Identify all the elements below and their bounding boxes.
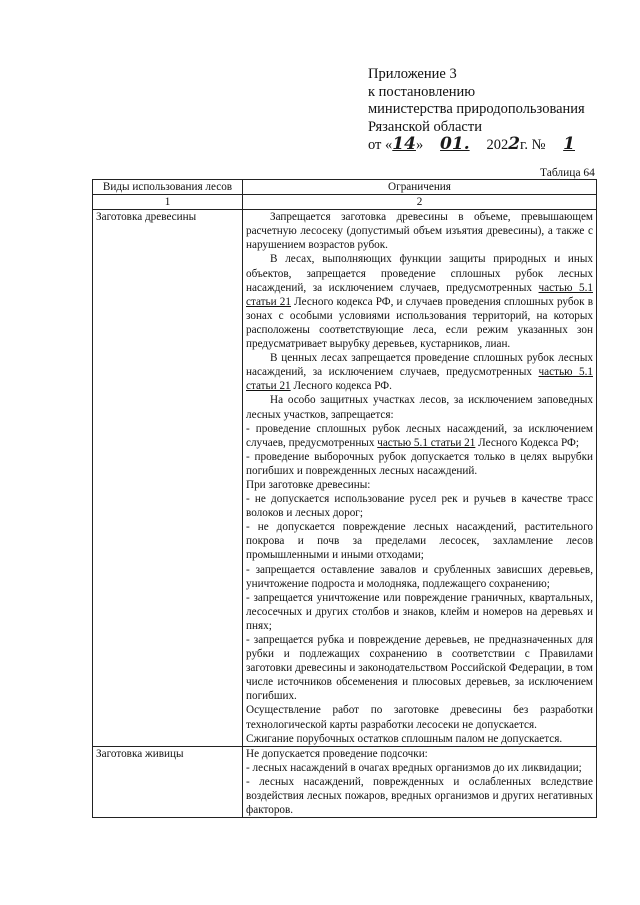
paragraph: Осуществление работ по заготовке древесины без разработки технологической карты разработки лесосеки не допускается. (246, 704, 593, 731)
restrictions-table (92, 179, 597, 818)
paragraph: - запрещается оставление завалов и срубленных зависших деревьев, уничтожение подроста и молодняка, подлежащего сохранению; (246, 563, 593, 590)
law-reference-link[interactable]: частью 5.1 статьи 21 (246, 366, 593, 393)
paragraph-text: Лесного Кодекса РФ; (478, 436, 579, 449)
table-row (93, 210, 597, 747)
column-number-1: 1 (93, 195, 243, 210)
restrictions-cell (243, 210, 597, 747)
paragraph: При заготовке древесины: (246, 478, 371, 491)
paragraph-text: В лесах, выполняющих функции защиты природных и иных объектов, запрещается проведение сплошных рубок лесных насаждений, за исключением случаев, предусмотренных (246, 253, 593, 294)
paragraph: - проведение выборочных рубок допускается только в целях вырубки погибших и поврежденных лесных насаждений. (246, 450, 593, 477)
paragraph-text: Лесного кодекса РФ. (293, 380, 392, 393)
table-header-row (93, 180, 597, 195)
date-year-prefix: 202 (486, 137, 509, 153)
paragraph: - не допускается использование русел рек и ручьев в качестве трасс волоков и лесных дорог; (246, 493, 593, 520)
header-line-ministry: министерства природопользования (368, 101, 585, 117)
law-reference-link[interactable]: частью 5.1 статьи 21 (246, 281, 593, 308)
paragraph (246, 422, 593, 450)
date-prefix: от « (368, 137, 393, 153)
paragraph-text: Лесного кодекса РФ, и случаев проведения сплошных рубок в зонах с особыми условиями использования территорий, на которых расположены соответствующие леса, если режим указанных зон предусматривает вырубку деревьев, кустарников, лиан. (246, 295, 593, 351)
column-header-restrictions: Ограничения (243, 180, 597, 195)
paragraph: - запрещается рубка и повреждение деревьев, не предназначенных для рубки и подлежащих сохранению в соответствии с Правилами заготовки древесины и законодательством Российской Федерации, в том числе источников обсеменения и плюсовых деревьев, за исключением погибших. (246, 634, 593, 703)
column-number-2: 2 (243, 195, 597, 210)
usage-type-cell: Заготовка древесины (93, 210, 243, 747)
appendix-title: Приложение 3 (368, 66, 457, 82)
paragraph: - запрещается уничтожение или повреждение граничных, квартальных, лесосечных и других столбов и знаков, клейм и номеров на деревьях и пнях; (246, 591, 593, 632)
header-date-line (368, 136, 618, 155)
column-header-usage: Виды использования лесов (93, 180, 243, 195)
paragraph: На особо защитных участках лесов, за исключением заповедных лесных участков, запрещается: (246, 394, 593, 421)
paragraph: - лесных насаждений в очагах вредных организмов до их ликвидации; (246, 761, 582, 774)
document-number: 1 (563, 134, 575, 154)
table-label: Таблица 64 (540, 167, 595, 179)
date-year-digit: 2 (508, 134, 521, 154)
header-line-resolution: к постановлению (368, 83, 476, 100)
paragraph: Не допускается проведение подсочки: (246, 747, 428, 760)
table-row (93, 746, 597, 817)
date-year-suffix: г. № (520, 137, 546, 153)
paragraph (246, 252, 593, 351)
header-line-region: Рязанской области (368, 118, 482, 135)
paragraph-text: - проведение сплошных рубок лесных насаждений, за исключением случаев, предусмотренных (246, 422, 593, 449)
document-header (368, 66, 618, 155)
column-number-row (93, 195, 597, 210)
restrictions-cell (243, 746, 597, 817)
date-mid: » (415, 137, 424, 153)
date-month: 01. (440, 134, 470, 154)
usage-type-cell: Заготовка живицы (93, 746, 243, 817)
paragraph-text: В ценных лесах запрещается проведение сплошных рубок лесных насаждений, за исключением случаев, предусмотренных (246, 352, 593, 379)
paragraph: - лесных насаждений, поврежденных и ослабленных вследствие воздействия лесных пожаров, вредных организмов и других негативных факторов. (246, 775, 593, 817)
paragraph (246, 351, 593, 393)
paragraph: Сжигание порубочных остатков сплошным палом не допускается. (246, 732, 563, 745)
paragraph: Запрещается заготовка древесины в объеме, превышающем расчетную лесосеку (допустимый объем изъятия древесины), а также с нарушением возрастов рубок. (246, 211, 593, 252)
date-day: 14 (392, 134, 416, 154)
paragraph: - не допускается повреждение лесных насаждений, растительного покрова и почв за пределами лесосек, захламление лесов промышленными и иными отходами; (246, 521, 593, 562)
law-reference-link[interactable]: частью 5.1 статьи 21 (377, 436, 476, 449)
